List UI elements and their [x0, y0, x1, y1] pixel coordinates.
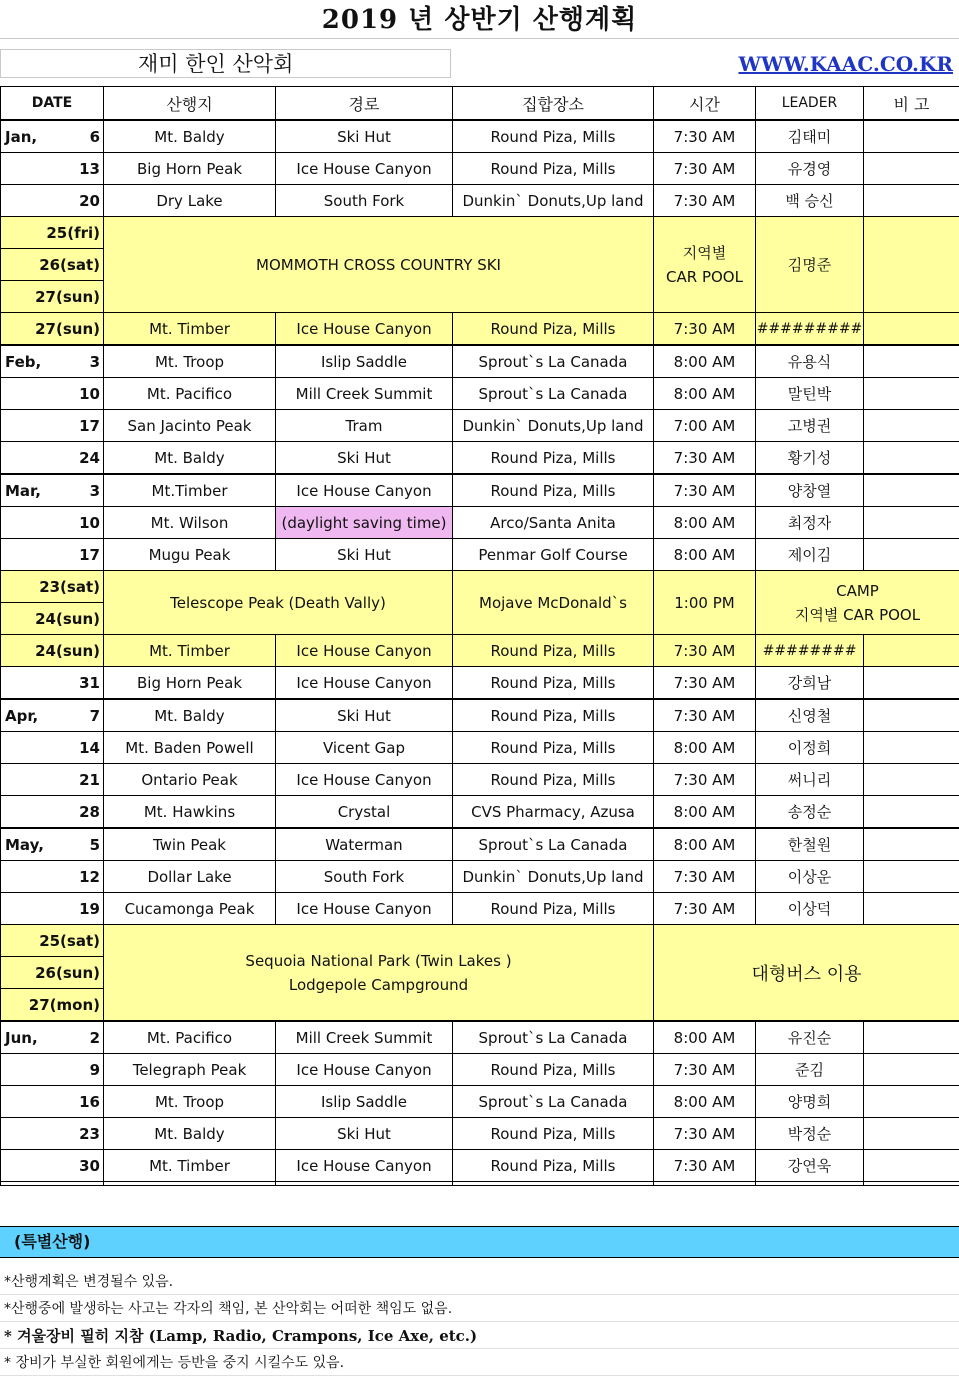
- date-cell: [1, 828, 104, 861]
- meeting-place-cell: Round Piza, Mills: [453, 442, 654, 475]
- meeting-place-cell: Sprout`s La Canada: [453, 828, 654, 861]
- spacer-cell: [1, 1182, 104, 1186]
- meeting-place-cell: Sprout`s La Canada: [453, 378, 654, 410]
- leader-cell: 준김: [756, 1054, 864, 1086]
- day-label: 13: [79, 160, 100, 178]
- table-row: [1, 313, 959, 346]
- date-cell: [1, 925, 104, 957]
- route-cell: Ice House Canyon: [276, 153, 453, 185]
- event-cell: MOMMOTH CROSS COUNTRY SKI: [104, 217, 654, 313]
- meeting-place-cell: Round Piza, Mills: [453, 699, 654, 732]
- leader-cell: 양명희: [756, 1086, 864, 1118]
- note-cell: [864, 345, 959, 378]
- mountain-cell: Mt. Timber: [104, 313, 276, 346]
- date-cell: [1, 764, 104, 796]
- event-line: Lodgepole Campground: [104, 973, 653, 997]
- time-cell: [654, 217, 756, 313]
- note-cell: [864, 764, 959, 796]
- special-hike-bar: (특별산행): [0, 1226, 959, 1258]
- day-label: 6: [90, 128, 100, 146]
- meeting-place-cell: Round Piza, Mills: [453, 474, 654, 507]
- note-line: * 장비가 부실한 회원에게는 등반을 중지 시킬수도 있음.: [0, 1349, 959, 1376]
- date-cell: [1, 1150, 104, 1182]
- note-cell: [864, 539, 959, 571]
- day-label: 20: [79, 192, 100, 210]
- meeting-place-cell: Round Piza, Mills: [453, 313, 654, 346]
- table-header-row: [1, 87, 959, 121]
- day-label: 3: [90, 482, 100, 500]
- day-label: 14: [79, 739, 100, 757]
- time-cell: 7:30 AM: [654, 120, 756, 153]
- note-cell: [864, 120, 959, 153]
- leader-cell: 유용식: [756, 345, 864, 378]
- day-label: 25(sat): [39, 932, 100, 950]
- leader-cell: 백 승신: [756, 185, 864, 217]
- route-cell: Ice House Canyon: [276, 1054, 453, 1086]
- table-row: [1, 571, 959, 603]
- leader-cell: 송정순: [756, 796, 864, 829]
- time-cell: 8:00 AM: [654, 1086, 756, 1118]
- meeting-place-cell: Mojave McDonald`s: [453, 571, 654, 635]
- mountain-cell: Cucamonga Peak: [104, 893, 276, 925]
- table-row: [1, 474, 959, 507]
- mountain-cell: Mt. Pacifico: [104, 378, 276, 410]
- route-cell: Tram: [276, 410, 453, 442]
- date-cell: [1, 507, 104, 539]
- table-row: [1, 635, 959, 667]
- table-row: [1, 1118, 959, 1150]
- note-cell: [864, 442, 959, 475]
- route-cell: South Fork: [276, 861, 453, 893]
- table-row: [1, 345, 959, 378]
- table-row: [1, 378, 959, 410]
- note-cell: [864, 313, 959, 346]
- leader-line: 지역별 CAR POOL: [756, 603, 959, 627]
- route-cell: Crystal: [276, 796, 453, 829]
- leader-cell: 황기성: [756, 442, 864, 475]
- note-cell: [864, 1118, 959, 1150]
- note-cell: [864, 796, 959, 829]
- leader-cell: 말틴박: [756, 378, 864, 410]
- route-cell: Ski Hut: [276, 1118, 453, 1150]
- day-label: 24(sun): [35, 610, 100, 628]
- route-cell: Mill Creek Summit: [276, 1021, 453, 1054]
- meeting-place-cell: Round Piza, Mills: [453, 732, 654, 764]
- date-cell: [1, 217, 104, 249]
- table-row: [1, 1150, 959, 1182]
- route-cell: Ice House Canyon: [276, 474, 453, 507]
- time-cell: 7:30 AM: [654, 1118, 756, 1150]
- table-row: [1, 796, 959, 829]
- spacer-cell: [654, 1182, 756, 1186]
- leader-cell: 김명준: [756, 217, 864, 313]
- meeting-place-cell: Sprout`s La Canada: [453, 1086, 654, 1118]
- note-cell: [864, 828, 959, 861]
- day-label: 28: [79, 803, 100, 821]
- time-cell: 7:30 AM: [654, 313, 756, 346]
- meeting-place-cell: Sprout`s La Canada: [453, 1021, 654, 1054]
- route-cell: Islip Saddle: [276, 1086, 453, 1118]
- mountain-cell: Mt.Timber: [104, 474, 276, 507]
- time-cell: 7:30 AM: [654, 1054, 756, 1086]
- time-cell: 7:00 AM: [654, 410, 756, 442]
- leader-cell: 유진순: [756, 1021, 864, 1054]
- note-cell: [864, 699, 959, 732]
- note-cell: [864, 667, 959, 700]
- meeting-place-cell: Round Piza, Mills: [453, 1150, 654, 1182]
- note-cell: [864, 410, 959, 442]
- date-cell: [1, 313, 104, 346]
- route-cell: Ski Hut: [276, 699, 453, 732]
- note-line: *산행중에 발생하는 사고는 각자의 책임, 본 산악회는 어떠한 책임도 없음.: [0, 1295, 959, 1322]
- note-cell: [864, 507, 959, 539]
- meeting-place-cell: CVS Pharmacy, Azusa: [453, 796, 654, 829]
- date-cell: [1, 893, 104, 925]
- date-cell: [1, 603, 104, 635]
- meeting-place-cell: Round Piza, Mills: [453, 1118, 654, 1150]
- note-cell: [864, 1086, 959, 1118]
- header-date: DATE: [1, 87, 104, 121]
- mountain-cell: Mt. Troop: [104, 345, 276, 378]
- note-cell: [864, 861, 959, 893]
- time-cell: 8:00 AM: [654, 1021, 756, 1054]
- time-cell: 8:00 AM: [654, 539, 756, 571]
- route-cell: Ice House Canyon: [276, 667, 453, 700]
- day-label: 30: [79, 1157, 100, 1175]
- date-cell: [1, 1054, 104, 1086]
- day-label: 16: [79, 1093, 100, 1111]
- note-cell: [864, 1150, 959, 1182]
- table-row: [1, 539, 959, 571]
- header-time: 시간: [654, 87, 756, 121]
- meeting-place-cell: Round Piza, Mills: [453, 667, 654, 700]
- time-cell: 7:30 AM: [654, 1150, 756, 1182]
- mountain-cell: Mt. Hawkins: [104, 796, 276, 829]
- mountain-cell: Mt. Wilson: [104, 507, 276, 539]
- day-label: 27(sun): [35, 288, 100, 306]
- date-cell: [1, 378, 104, 410]
- mountain-cell: Big Horn Peak: [104, 153, 276, 185]
- mountain-cell: Mt. Timber: [104, 1150, 276, 1182]
- leader-cell: 제이김: [756, 539, 864, 571]
- leader-cell: #########: [756, 313, 864, 346]
- date-cell: [1, 957, 104, 989]
- note-cell: [864, 1054, 959, 1086]
- note-cell: [864, 1021, 959, 1054]
- route-cell: Ski Hut: [276, 442, 453, 475]
- note-cell: [864, 474, 959, 507]
- date-cell: [1, 281, 104, 313]
- mountain-cell: Mt. Timber: [104, 635, 276, 667]
- time-cell: 7:30 AM: [654, 474, 756, 507]
- month-label: Jan,: [5, 128, 37, 146]
- time-cell: 8:00 AM: [654, 507, 756, 539]
- leader-cell: 박정순: [756, 1118, 864, 1150]
- date-cell: [1, 249, 104, 281]
- spacer-cell: [276, 1182, 453, 1186]
- leader-cell: 신영철: [756, 699, 864, 732]
- table-row: [1, 764, 959, 796]
- time-cell: 7:30 AM: [654, 153, 756, 185]
- day-label: 23(sat): [39, 578, 100, 596]
- mountain-cell: Dollar Lake: [104, 861, 276, 893]
- mountain-cell: Mt. Troop: [104, 1086, 276, 1118]
- mountain-cell: Twin Peak: [104, 828, 276, 861]
- table-row: [1, 410, 959, 442]
- date-cell: [1, 474, 104, 507]
- date-cell: [1, 796, 104, 829]
- table-row: [1, 217, 959, 249]
- day-label: 26(sat): [39, 256, 100, 274]
- table-row: [1, 1021, 959, 1054]
- route-cell: Ski Hut: [276, 120, 453, 153]
- table-row: [1, 893, 959, 925]
- route-cell: Mill Creek Summit: [276, 378, 453, 410]
- header-route: 경로: [276, 87, 453, 121]
- day-label: 21: [79, 771, 100, 789]
- date-cell: [1, 442, 104, 475]
- route-cell: Islip Saddle: [276, 345, 453, 378]
- leader-cell: 고병권: [756, 410, 864, 442]
- day-label: 26(sun): [35, 964, 100, 982]
- time-cell: 7:30 AM: [654, 667, 756, 700]
- date-cell: [1, 861, 104, 893]
- header-note: 비 고: [864, 87, 959, 121]
- event-line: Sequoia National Park (Twin Lakes ): [104, 949, 653, 973]
- date-cell: [1, 699, 104, 732]
- leader-line: CAMP: [756, 579, 959, 603]
- table-row: [1, 153, 959, 185]
- time-cell: 8:00 AM: [654, 378, 756, 410]
- time-line: CAR POOL: [654, 265, 755, 289]
- note-line: *산행계획은 변경될수 있음.: [0, 1268, 959, 1295]
- note-cell: [864, 732, 959, 764]
- leader-cell: 김태미: [756, 120, 864, 153]
- leader-cell: 한철원: [756, 828, 864, 861]
- event-cell: Telescope Peak (Death Vally): [104, 571, 453, 635]
- time-cell: 7:30 AM: [654, 861, 756, 893]
- month-label: Feb,: [5, 353, 41, 371]
- date-cell: [1, 989, 104, 1022]
- header-leader: LEADER: [756, 87, 864, 121]
- event-cell: [104, 925, 654, 1022]
- time-cell: 8:00 AM: [654, 796, 756, 829]
- time-cell: 1:00 PM: [654, 571, 756, 635]
- date-cell: [1, 635, 104, 667]
- spacer-cell: [453, 1182, 654, 1186]
- meeting-place-cell: Round Piza, Mills: [453, 1054, 654, 1086]
- leader-cell: 양창열: [756, 474, 864, 507]
- leader-cell: 써니리: [756, 764, 864, 796]
- route-cell: Ice House Canyon: [276, 635, 453, 667]
- mountain-cell: Ontario Peak: [104, 764, 276, 796]
- page-title: 2019 년 상반기 산행계획: [0, 0, 959, 39]
- table-row: [1, 1086, 959, 1118]
- month-label: Mar,: [5, 482, 41, 500]
- table-row: [1, 732, 959, 764]
- month-label: Jun,: [5, 1029, 38, 1047]
- time-cell: 7:30 AM: [654, 893, 756, 925]
- leader-cell: 이상덕: [756, 893, 864, 925]
- meeting-place-cell: Dunkin` Donuts,Up land: [453, 185, 654, 217]
- date-cell: [1, 1086, 104, 1118]
- date-cell: [1, 185, 104, 217]
- date-cell: [1, 345, 104, 378]
- mountain-cell: Mt. Baldy: [104, 699, 276, 732]
- mountain-cell: Big Horn Peak: [104, 667, 276, 700]
- spacer-cell: [756, 1182, 864, 1186]
- time-cell: 7:30 AM: [654, 764, 756, 796]
- day-label: 9: [90, 1061, 100, 1079]
- table-row: [1, 1054, 959, 1086]
- table-row: [1, 828, 959, 861]
- schedule-table: [0, 86, 959, 1186]
- day-label: 24(sun): [35, 642, 100, 660]
- mountain-cell: Dry Lake: [104, 185, 276, 217]
- table-row: [1, 667, 959, 700]
- date-cell: [1, 539, 104, 571]
- time-cell: 8:00 AM: [654, 828, 756, 861]
- meeting-place-cell: Dunkin` Donuts,Up land: [453, 861, 654, 893]
- day-label: 27(mon): [29, 996, 100, 1014]
- month-label: May,: [5, 836, 44, 854]
- table-row: [1, 507, 959, 539]
- day-label: 17: [79, 417, 100, 435]
- table-row: [1, 442, 959, 475]
- spacer-row: [1, 1182, 959, 1186]
- day-label: 7: [90, 707, 100, 725]
- header-meeting-place: 집합장소: [453, 87, 654, 121]
- day-label: 12: [79, 868, 100, 886]
- mountain-cell: Telegraph Peak: [104, 1054, 276, 1086]
- route-cell: Ice House Canyon: [276, 313, 453, 346]
- meeting-place-cell: Round Piza, Mills: [453, 764, 654, 796]
- date-cell: [1, 1021, 104, 1054]
- table-row: [1, 925, 959, 957]
- day-label: 17: [79, 546, 100, 564]
- table-row: [1, 699, 959, 732]
- mountain-cell: Mt. Baldy: [104, 120, 276, 153]
- meeting-place-cell: Sprout`s La Canada: [453, 345, 654, 378]
- time-cell: 8:00 AM: [654, 732, 756, 764]
- note-cell: [864, 378, 959, 410]
- route-cell: Ice House Canyon: [276, 1150, 453, 1182]
- route-cell: Ice House Canyon: [276, 764, 453, 796]
- time-cell: 7:30 AM: [654, 699, 756, 732]
- spacer-cell: [864, 1182, 959, 1186]
- date-cell: [1, 667, 104, 700]
- header-mountain: 산행지: [104, 87, 276, 121]
- meeting-place-cell: Round Piza, Mills: [453, 153, 654, 185]
- transport-cell: 대형버스 이용: [654, 925, 959, 1022]
- mountain-cell: Mt. Baden Powell: [104, 732, 276, 764]
- day-label: 10: [79, 514, 100, 532]
- meeting-place-cell: Arco/Santa Anita: [453, 507, 654, 539]
- date-cell: [1, 153, 104, 185]
- meeting-place-cell: Round Piza, Mills: [453, 635, 654, 667]
- note-cell: [864, 893, 959, 925]
- date-cell: [1, 1118, 104, 1150]
- day-label: 2: [90, 1029, 100, 1047]
- route-cell: Vicent Gap: [276, 732, 453, 764]
- time-cell: 7:30 AM: [654, 185, 756, 217]
- notes-section: [0, 1226, 959, 1376]
- meeting-place-cell: Dunkin` Donuts,Up land: [453, 410, 654, 442]
- day-label: 19: [79, 900, 100, 918]
- note-cell: [864, 635, 959, 667]
- notes-gap: [0, 1258, 959, 1268]
- date-cell: [1, 120, 104, 153]
- date-cell: [1, 571, 104, 603]
- meeting-place-cell: Round Piza, Mills: [453, 120, 654, 153]
- note-cell: [864, 153, 959, 185]
- mountain-cell: Mt. Baldy: [104, 1118, 276, 1150]
- leader-cell: [756, 571, 959, 635]
- mountain-cell: San Jacinto Peak: [104, 410, 276, 442]
- route-cell: Ice House Canyon: [276, 893, 453, 925]
- leader-cell: 강희남: [756, 667, 864, 700]
- table-row: [1, 861, 959, 893]
- day-label: 3: [90, 353, 100, 371]
- leader-cell: 강연욱: [756, 1150, 864, 1182]
- route-cell: Ski Hut: [276, 539, 453, 571]
- route-cell-dst: (daylight saving time): [276, 507, 453, 539]
- leader-cell: 이정희: [756, 732, 864, 764]
- meeting-place-cell: Round Piza, Mills: [453, 893, 654, 925]
- mountain-cell: Mt. Pacifico: [104, 1021, 276, 1054]
- route-cell: Waterman: [276, 828, 453, 861]
- day-label: 31: [79, 674, 100, 692]
- mountain-cell: Mugu Peak: [104, 539, 276, 571]
- leader-cell: 유경영: [756, 153, 864, 185]
- club-url-link[interactable]: WWW.KAAC.CO.KR: [738, 52, 953, 76]
- leader-cell: 이상운: [756, 861, 864, 893]
- day-label: 5: [90, 836, 100, 854]
- day-label: 27(sun): [35, 320, 100, 338]
- day-label: 25(fri): [46, 224, 100, 242]
- table-row: [1, 185, 959, 217]
- table-row: [1, 120, 959, 153]
- time-line: 지역별: [654, 241, 755, 265]
- day-label: 24: [79, 449, 100, 467]
- route-cell: South Fork: [276, 185, 453, 217]
- leader-cell: 최정자: [756, 507, 864, 539]
- date-cell: [1, 410, 104, 442]
- time-cell: 7:30 AM: [654, 442, 756, 475]
- day-label: 10: [79, 385, 100, 403]
- note-cell: [864, 217, 959, 313]
- note-line: * 겨울장비 필히 지참 (Lamp, Radio, Crampons, Ice Axe, etc.): [0, 1322, 959, 1349]
- time-cell: 8:00 AM: [654, 345, 756, 378]
- spacer-cell: [104, 1182, 276, 1186]
- time-cell: 7:30 AM: [654, 635, 756, 667]
- date-cell: [1, 732, 104, 764]
- note-cell: [864, 185, 959, 217]
- mountain-cell: Mt. Baldy: [104, 442, 276, 475]
- meeting-place-cell: Penmar Golf Course: [453, 539, 654, 571]
- month-label: Apr,: [5, 707, 38, 725]
- day-label: 23: [79, 1125, 100, 1143]
- org-name: 재미 한인 산악회: [0, 49, 451, 78]
- leader-cell: ########: [756, 635, 864, 667]
